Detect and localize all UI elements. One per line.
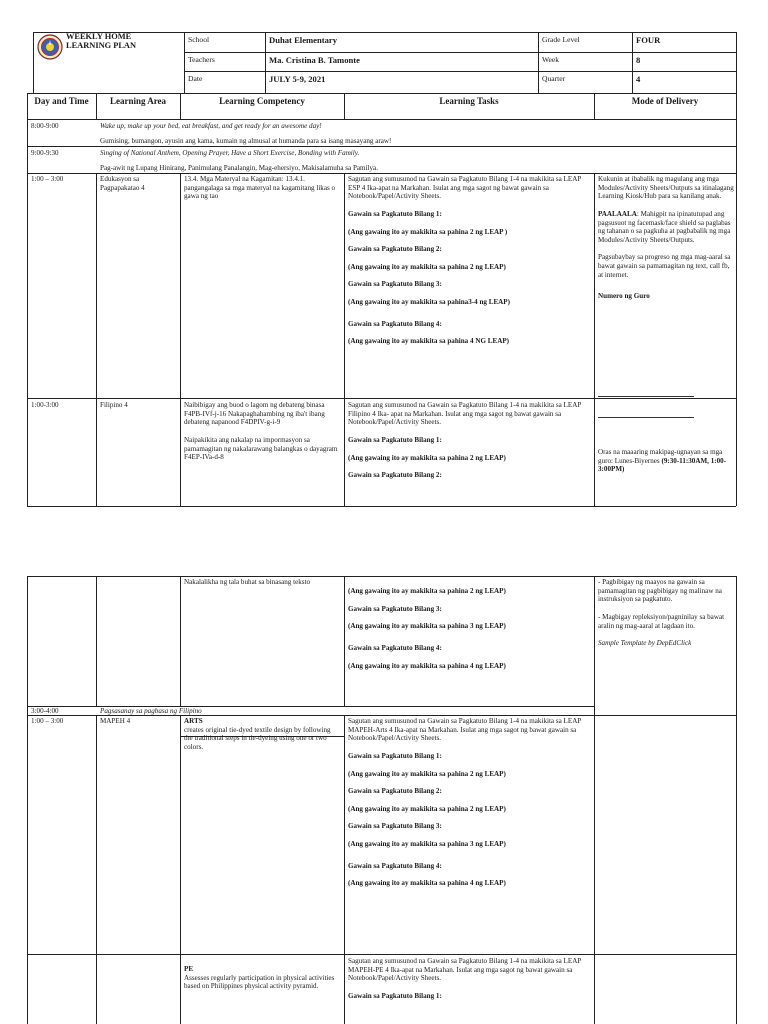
fil-tasks-cont — [348, 587, 590, 670]
plan-title: WEEKLY HOME LEARNING PLAN — [66, 32, 137, 50]
routine-text-1b: Gumising, bumangon, ayusin ang kama, kumain ng almusal at humanda para sa isang masayang araw! — [100, 137, 392, 145]
teacher-value: Ma. Cristina B. Tamonte — [269, 55, 360, 65]
esp-page-4: (Ang gawaing ito ay makikita sa pahina 4 NG LEAP) — [348, 337, 510, 346]
col-header-learning-competency: Learning Competency — [219, 96, 305, 106]
delivery-kunin: Kukunin at ibabalik ng magulang ang mga Modules/Activity Sheets/Outputs sa itinalagang Learning Kiosk/Hub para sa kanilang anak. — [598, 175, 734, 201]
mapeh-pe — [184, 965, 338, 991]
esp-task-3: Gawain sa Pagkatuto Bilang 3: — [348, 280, 442, 289]
teacher-number-blank-2 — [598, 403, 694, 418]
date-value: JULY 5-9, 2021 — [269, 74, 326, 84]
grade-label: Grade Level — [542, 35, 580, 44]
delivery-notes-2 — [598, 578, 734, 648]
oras-text: Oras na maaaring makipag-ugnayan sa mga guro: Lunes-Biyernes — [598, 448, 723, 465]
fil-page-3: (Ang gawaing ito ay makikita sa pahina 3 ng LEAP) — [348, 622, 506, 631]
fil-tasks — [348, 401, 590, 480]
esp-page-3: (Ang gawaing ito ay makikita sa pahina3-4 ng LEAP) — [348, 298, 510, 307]
pagsasanay-time: 3:00-4:00 — [31, 707, 59, 715]
mapeh-task-1: Gawain sa Pagkatuto Bilang 1: — [348, 751, 442, 760]
mapeh-task-2: Gawain sa Pagkatuto Bilang 2: — [348, 787, 442, 796]
fil-competency — [184, 401, 338, 462]
mapeh-page-3: (Ang gawaing ito ay makikita sa pahina 3 ng LEAP) — [348, 840, 506, 849]
esp-competency: 13.4. Mga Materyal na Kagamitan: 13.4.1. pangangalaga sa mga materyal na kagamitang likas o gawa ng tao — [184, 175, 336, 201]
oras-hours: (9:30-11:30AM, 1:00-3:00PM) — [598, 456, 727, 474]
esp-task-2: Gawain sa Pagkatuto Bilang 2: — [348, 245, 442, 254]
delivery-numero: Numero ng Guro — [598, 292, 650, 301]
fil-page-4: (Ang gawaing ito ay makikita sa pahina 4 ng LEAP) — [348, 661, 506, 670]
esp-task-4: Gawain sa Pagkatuto Bilang 4: — [348, 319, 442, 328]
pe-competency: Assesses regularly participation in physical activities based on Philippines physical activity pyramid. — [184, 973, 335, 991]
esp-tasks — [348, 175, 590, 346]
esp-intro: Sagutan ang sumusunod na Gawain sa Pagkatuto Bilang 1-4 na makikita sa LEAP ESP 4 Ika-apat na Markahan. Isulat ang mga sagot ng bawat gawain sa Notebook/Papel/Activity Sheets. — [348, 175, 582, 201]
deped-seal-logo — [37, 34, 63, 60]
col-header-learning-area: Learning Area — [109, 96, 167, 106]
pe-intro: Sagutan ang sumusunod na Gawain sa Pagkatuto Bilang 1-4 na makikita sa LEAP MAPEH-PE 4 Ika-apat na Markahan. Isulat ang mga sagot ng bawat gawain sa Notebook/Papel/Activity Sheets. — [348, 957, 582, 983]
esp-page-1: (Ang gawaing ito ay makikita sa pahina 2 ng LEAP ) — [348, 227, 508, 236]
delivery-oras — [598, 448, 734, 474]
quarter-label: Quarter — [542, 74, 566, 83]
routine-text-2b: Pag-awit ng Lupang Hinirang, Panimulang Panalangin, Mag-ehersiyo, Makisalamuha sa Pamilya. — [100, 164, 378, 172]
date-label: Date — [188, 74, 203, 83]
pe-task-1: Gawain sa Pagkatuto Bilang 1: — [348, 991, 442, 1000]
pagsasanay-text: Pagsasanay sa pagbasa ng Filipino — [100, 707, 202, 715]
fil-task-2: Gawain sa Pagkatuto Bilang 2: — [348, 471, 442, 480]
fil-page-2: (Ang gawaing ito ay makikita sa pahina 2 ng LEAP) — [348, 587, 506, 595]
mapeh-task-3: Gawain sa Pagkatuto Bilang 3: — [348, 822, 442, 831]
fil-task-1: Gawain sa Pagkatuto Bilang 1: — [348, 435, 442, 444]
fil-time: 1:00-3:00 — [31, 401, 59, 409]
fil-area: Filipino 4 — [100, 401, 128, 409]
document-page-2 — [0, 540, 768, 1024]
week-value: 8 — [636, 55, 641, 65]
esp-time: 1:00 – 3:00 — [31, 175, 64, 183]
mapeh-area: MAPEH 4 — [100, 717, 131, 725]
col-header-day-time: Day and Time — [34, 96, 89, 106]
arts-competency: creates original tie-dyed textile design by following the traditional steps in tie-dyeing using one or two colors. — [184, 725, 331, 751]
pe-tasks — [348, 957, 590, 1001]
arts-label: ARTS — [184, 717, 203, 725]
paalaala-text: : Mahigpit na ipinatutupad ang pagsusuot ng facemask/face shield sa paglabas ng tahanan o sa pagkuha at pagbabalik ng mga Modules/Activity Sheets/Outputs. — [598, 209, 731, 244]
fil-page-1: (Ang gawaing ito ay makikita sa pahina 2 ng LEAP) — [348, 453, 506, 462]
fil-competency-2: Naipakikita ang nakalap na impormasyon sa pamamagitan ng nakalarawang balangkas o dayagram F4EP-IVa-d-8 — [184, 435, 338, 462]
col-header-mode-of-delivery: Mode of Delivery — [631, 96, 699, 106]
routine-time-2: 9:00-9:30 — [31, 149, 59, 157]
esp-area: Edukasyon sa Pagpapakatao 4 — [100, 175, 145, 192]
mapeh-page-1: (Ang gawaing ito ay makikita sa pahina 2 ng LEAP) — [348, 769, 506, 778]
mapeh-task-4: Gawain sa Pagkatuto Bilang 4: — [348, 861, 442, 870]
delivery-repleksiyon: - Magbigay repleksiyon/pagninilay sa bawat aralin ng mag-aaral at lagdaan ito. — [598, 612, 725, 630]
fil-task-3: Gawain sa Pagkatuto Bilang 3: — [348, 604, 442, 613]
delivery-notes — [598, 175, 734, 301]
teachers-label: Teachers — [188, 55, 215, 64]
paalaala-label: PAALAALA — [598, 209, 637, 218]
mapeh-page-4: (Ang gawaing ito ay makikita sa pahina 4 ng LEAP) — [348, 879, 506, 888]
routine-text-1a: Wake up, make up your bed, eat breakfast, and get ready for an awesome day! — [100, 122, 322, 130]
esp-page-2: (Ang gawaing ito ay makikita sa pahina 2 ng LEAP) — [348, 262, 506, 271]
mapeh-tasks — [348, 717, 590, 888]
delivery-paalaala — [598, 210, 734, 245]
pe-label: PE — [184, 965, 194, 973]
mapeh-intro: Sagutan ang sumusunod na Gawain sa Pagkatuto Bilang 1-4 na makikita sa LEAP MAPEH-Arts 4 Ika-apat na Markahan. Isulat ang mga sagot ng bawat gawain sa Notebook/Papel/Activity Sheets. — [348, 717, 582, 743]
grade-value: FOUR — [636, 35, 661, 45]
esp-task-1: Gawain sa Pagkatuto Bilang 1: — [348, 209, 442, 218]
fil-competency-1: Naibibigay ang buod o lagom ng debateng binasa F4PB-IVf-j-16 Nakapaghahambing ng iba't ibang debateng napanood F4DPIV-g-i-9 — [184, 401, 325, 427]
fil-intro: Sagutan ang sumusunod na Gawain sa Pagkatuto Bilang 1-4 na makikita sa LEAP Filipino 4 Ika- apat na Markahan. Isulat ang mga sagot ng bawat gawain sa Notebook/Papel/Activity Sheets. — [348, 401, 582, 427]
delivery-pagsubaybay: Pagsubaybay sa progreso ng mga mag-aaral sa bawat gawain sa pamamagitan ng text, call fb, at internet. — [598, 253, 731, 279]
fil-competency-3: Nakalalikha ng tala buhat sa binasang teksto — [184, 578, 311, 586]
week-label: Week — [542, 55, 560, 64]
col-header-learning-tasks: Learning Tasks — [439, 96, 499, 106]
mapeh-page-2: (Ang gawaing ito ay makikita sa pahina 2 ng LEAP) — [348, 804, 506, 813]
teacher-number-blank-1 — [598, 382, 694, 397]
delivery-pagbibigay: - Pagbibigay ng maayos na gawain sa pamamagitan ng pagbibigay ng malinaw na instruksiyon sa pagkatuto. — [598, 578, 722, 604]
mapeh-arts — [184, 717, 338, 752]
routine-time-1: 8:00-9:00 — [31, 122, 59, 130]
school-value: Duhat Elementary — [269, 35, 338, 45]
mapeh-time: 1:00 – 3:00 — [31, 717, 64, 725]
sample-template-credit: Sample Template by DepEdClick — [598, 639, 692, 648]
quarter-value: 4 — [636, 74, 641, 84]
school-label: School — [188, 35, 210, 44]
routine-text-2a: Singing of National Anthem, Opening Prayer, Have a Short Exercise, Bonding with Family. — [100, 149, 360, 157]
fil-task-4: Gawain sa Pagkatuto Bilang 4: — [348, 643, 442, 652]
